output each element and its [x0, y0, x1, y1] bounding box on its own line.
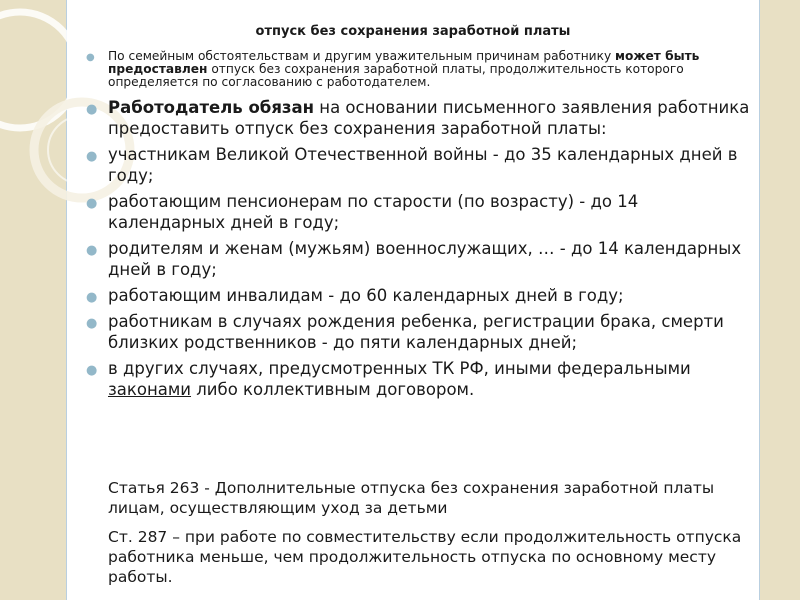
slide-content: [84, 50, 756, 405]
bullet-dot-icon: ●: [86, 52, 95, 63]
bullet-dot-icon: ●: [86, 363, 98, 378]
obligation-text: на основании письменного заявления работника предоставить отпуск без сохранения заработной платы:: [108, 98, 750, 138]
bullet-list: [84, 50, 756, 400]
case-text: работникам в случаях рождения ребенка, регистрации брака, смерти близких родственников - до пяти календарных дней;: [108, 312, 724, 352]
intro-prefix: По семейным обстоятельствам и другим уважительным причинам работнику: [108, 49, 616, 63]
list-item-intro: [84, 50, 756, 89]
bullet-dot-icon: ●: [86, 290, 98, 305]
list-item-obligation: [84, 97, 756, 139]
laws-link[interactable]: законами: [108, 380, 192, 399]
intro-suffix: отпуск без сохранения заработной платы, продолжительность которого определяется по согласованию с работодателем.: [108, 62, 684, 89]
slide-title: отпуск без сохранения заработной платы: [255, 24, 571, 39]
list-item-case: [84, 144, 756, 186]
intro-bold: может быть предоставлен: [108, 49, 700, 76]
list-item-case: [84, 238, 756, 280]
other-case-prefix: в других случаях, предусмотренных ТК РФ, иными федеральными: [108, 359, 691, 378]
other-case-suffix: либо коллективным договором.: [191, 380, 475, 399]
article-263-note: Статья 263 - Дополнительные отпуска без сохранения заработной платы лицам, осуществляющим уход за детьми: [108, 479, 715, 517]
right-decorative-band: [760, 0, 800, 600]
case-text: родителям и женам (мужьям) военнослужащих, … - до 14 календарных дней в году;: [108, 239, 742, 279]
bullet-dot-icon: ●: [86, 243, 98, 258]
case-text: участникам Великой Отечественной войны - до 35 календарных дней в году;: [108, 145, 738, 185]
list-item-case: [84, 191, 756, 233]
obligation-bold: Работодатель обязан: [108, 98, 315, 117]
bullet-dot-icon: ●: [86, 196, 98, 211]
bullet-dot-icon: ●: [86, 316, 98, 331]
bullet-dot-icon: ●: [86, 149, 98, 164]
list-item-case: [84, 285, 756, 306]
list-item-case: [84, 311, 756, 353]
article-287-note: Ст. 287 – при работе по совместительству если продолжительность отпуска работника меньше, чем продолжительность отпуска по основному месту работы.: [108, 528, 742, 586]
case-text: работающим инвалидам - до 60 календарных дней в году;: [108, 286, 624, 305]
list-item-case-other: [84, 358, 756, 400]
case-text: работающим пенсионерам по старости (по возрасту) - до 14 календарных дней в году;: [108, 192, 639, 232]
bullet-dot-icon: ●: [86, 102, 98, 117]
